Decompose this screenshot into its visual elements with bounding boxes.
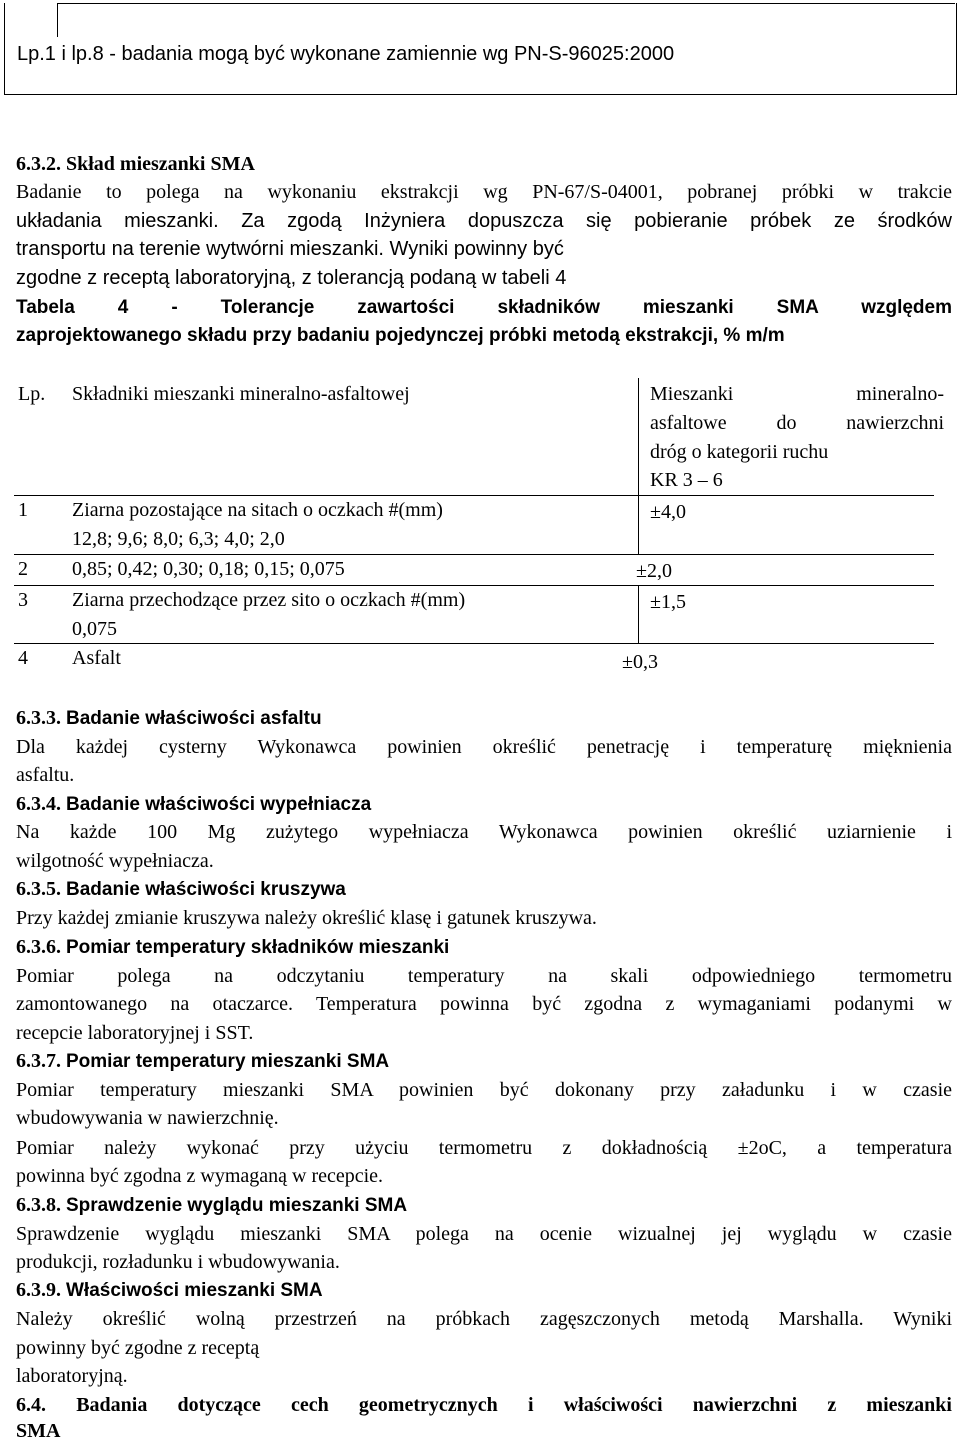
table-caption: Tabela 4 - Tolerancje zawartości składników mieszanki SMA względem xyxy=(16,297,952,318)
section-title: Badanie właściwości wypełniacza xyxy=(66,794,372,815)
table-rule xyxy=(14,495,934,496)
box-divider xyxy=(57,3,955,4)
paragraph-line: wbudowywania w nawierzchnię. xyxy=(16,1107,279,1129)
row-lp: 2 xyxy=(18,558,28,580)
table-rule xyxy=(638,585,639,643)
paragraph-line: powinna być zgodna z wymaganą w recepcie. xyxy=(16,1165,384,1187)
paragraph-line: wilgotność wypełniacza. xyxy=(16,850,214,872)
table-caption: zaprojektowanego składu przy badaniu pojedynczej próbki metodą ekstrakcji, % m/m xyxy=(16,325,785,346)
section-title: Badanie właściwości asfaltu xyxy=(66,708,322,729)
section-heading xyxy=(16,1047,952,1076)
paragraph-line: Pomiar temperatury mieszanki SMA powinien być dokonany przy załadunku i w czasie xyxy=(16,1079,952,1101)
paragraph-line: układania mieszanki. Za zgodą Inżyniera dopuszcza się pobieranie próbek ze środków xyxy=(16,210,952,232)
table-rule xyxy=(14,554,934,555)
row-tolerance: ±0,3 xyxy=(622,651,658,673)
section-heading xyxy=(16,704,952,733)
top-note: Lp.1 i lp.8 - badania mogą być wykonane zamiennie wg PN-S-96025:2000 xyxy=(17,43,675,65)
section-title: Badania dotyczące cech geometrycznych i właściwości nawierzchni z mieszanki xyxy=(76,1394,952,1416)
row-lp: 3 xyxy=(18,589,28,611)
paragraph-line: Należy określić wolną przestrzeń na próbkach zagęszczonych metodą Marshalla. Wyniki xyxy=(16,1308,952,1330)
row-component: Ziarna pozostające na sitach o oczkach #(mm) xyxy=(72,499,443,521)
section-number: 6.3.8. xyxy=(16,1194,61,1216)
paragraph-line: asfaltu. xyxy=(16,764,75,786)
table-header-mix: Mieszanki mineralno- xyxy=(650,383,944,405)
section-heading xyxy=(16,1391,952,1419)
section-title: Sprawdzenie wyglądu mieszanki SMA xyxy=(66,1195,408,1216)
paragraph-line: laboratoryjną. xyxy=(16,1365,128,1387)
section-title: Badanie właściwości kruszywa xyxy=(66,879,346,900)
table-header-lp: Lp. xyxy=(18,383,46,405)
section-title: Właściwości mieszanki SMA xyxy=(66,1280,323,1301)
section-heading xyxy=(16,875,952,904)
paragraph-line: Na każde 100 Mg zużytego wypełniacza Wykonawca powinien określić uziarnienie i xyxy=(16,821,952,843)
paragraph-line: Pomiar polega na odczytaniu temperatury na skali odpowiedniego termometru xyxy=(16,965,952,987)
paragraph-line: zgodne z receptą laboratoryjną, z tolerancją podaną w tabeli 4 xyxy=(16,267,567,289)
table-rule xyxy=(638,378,639,495)
section-number: 6.3.9. xyxy=(16,1279,61,1301)
row-tolerance: ±2,0 xyxy=(636,560,672,582)
row-tolerance: ±4,0 xyxy=(650,501,686,523)
table-rule xyxy=(638,495,639,554)
paragraph-line: transportu na terenie wytwórni mieszanki. Wyniki powinny być xyxy=(16,238,564,260)
table-header-components: Składniki mieszanki mineralno-asfaltowej xyxy=(72,383,410,405)
row-component: 0,075 xyxy=(72,618,117,640)
paragraph-line: Badanie to polega na wykonaniu ekstrakcji wg PN-67/S-04001, pobranej próbki w trakcie xyxy=(16,181,952,203)
table-header-mix: dróg o kategorii ruchu xyxy=(650,441,829,463)
section-heading xyxy=(16,933,952,962)
section-heading xyxy=(16,1276,952,1305)
row-component: 12,8; 9,6; 8,0; 6,3; 4,0; 2,0 xyxy=(72,528,285,550)
paragraph-line: produkcji, rozładunku i wbudowywania. xyxy=(16,1251,340,1273)
section-number: 6.3.6. xyxy=(16,936,61,958)
paragraph-line: zamontowanego na otaczarce. Temperatura powinna być zgodna z wymaganiami podanymi w xyxy=(16,993,952,1015)
section-number: 6.3.5. xyxy=(16,878,61,900)
table-rule xyxy=(14,643,934,644)
row-lp: 4 xyxy=(18,647,28,669)
paragraph-line: powinny być zgodne z receptą xyxy=(16,1337,260,1359)
top-note-box xyxy=(4,3,957,95)
row-component: Asfalt xyxy=(72,647,121,669)
section-title: Pomiar temperatury składników mieszanki xyxy=(66,937,450,958)
section-number: 6.3.3. xyxy=(16,707,61,729)
section-number: 6.4. xyxy=(16,1394,46,1416)
section-heading xyxy=(16,1191,952,1220)
section-number: 6.3.4. xyxy=(16,793,61,815)
table-header-kr: KR 3 – 6 xyxy=(650,469,723,491)
paragraph-line: Pomiar należy wykonać przy użyciu termometru z dokładnością ±2oC, a temperatura xyxy=(16,1137,952,1159)
row-component: Ziarna przechodzące przez sito o oczkach #(mm) xyxy=(72,589,466,611)
table-rule xyxy=(14,585,934,586)
section-title: Pomiar temperatury mieszanki SMA xyxy=(66,1051,390,1072)
table-header-mix: asfaltowe do nawierzchni xyxy=(650,412,944,434)
section-heading: 6.3.2. Skład mieszanki SMA xyxy=(16,153,255,175)
paragraph-line: Przy każdej zmianie kruszywa należy określić klasę i gatunek kruszywa. xyxy=(16,907,597,929)
section-title: SMA xyxy=(16,1420,61,1442)
paragraph-line: recepcie laboratoryjnej i SST. xyxy=(16,1022,254,1044)
section-number: 6.3.7. xyxy=(16,1050,61,1072)
section-heading xyxy=(16,790,952,819)
paragraph-line: Sprawdzenie wyglądu mieszanki SMA polega na ocenie wizualnej jej wyglądu w czasie xyxy=(16,1223,952,1245)
row-tolerance: ±1,5 xyxy=(650,591,686,613)
row-lp: 1 xyxy=(18,499,28,521)
paragraph-line: Dla każdej cysterny Wykonawca powinien określić penetrację i temperaturę mięknienia xyxy=(16,736,952,758)
box-divider xyxy=(57,3,58,37)
row-component: 0,85; 0,42; 0,30; 0,18; 0,15; 0,075 xyxy=(72,558,345,580)
